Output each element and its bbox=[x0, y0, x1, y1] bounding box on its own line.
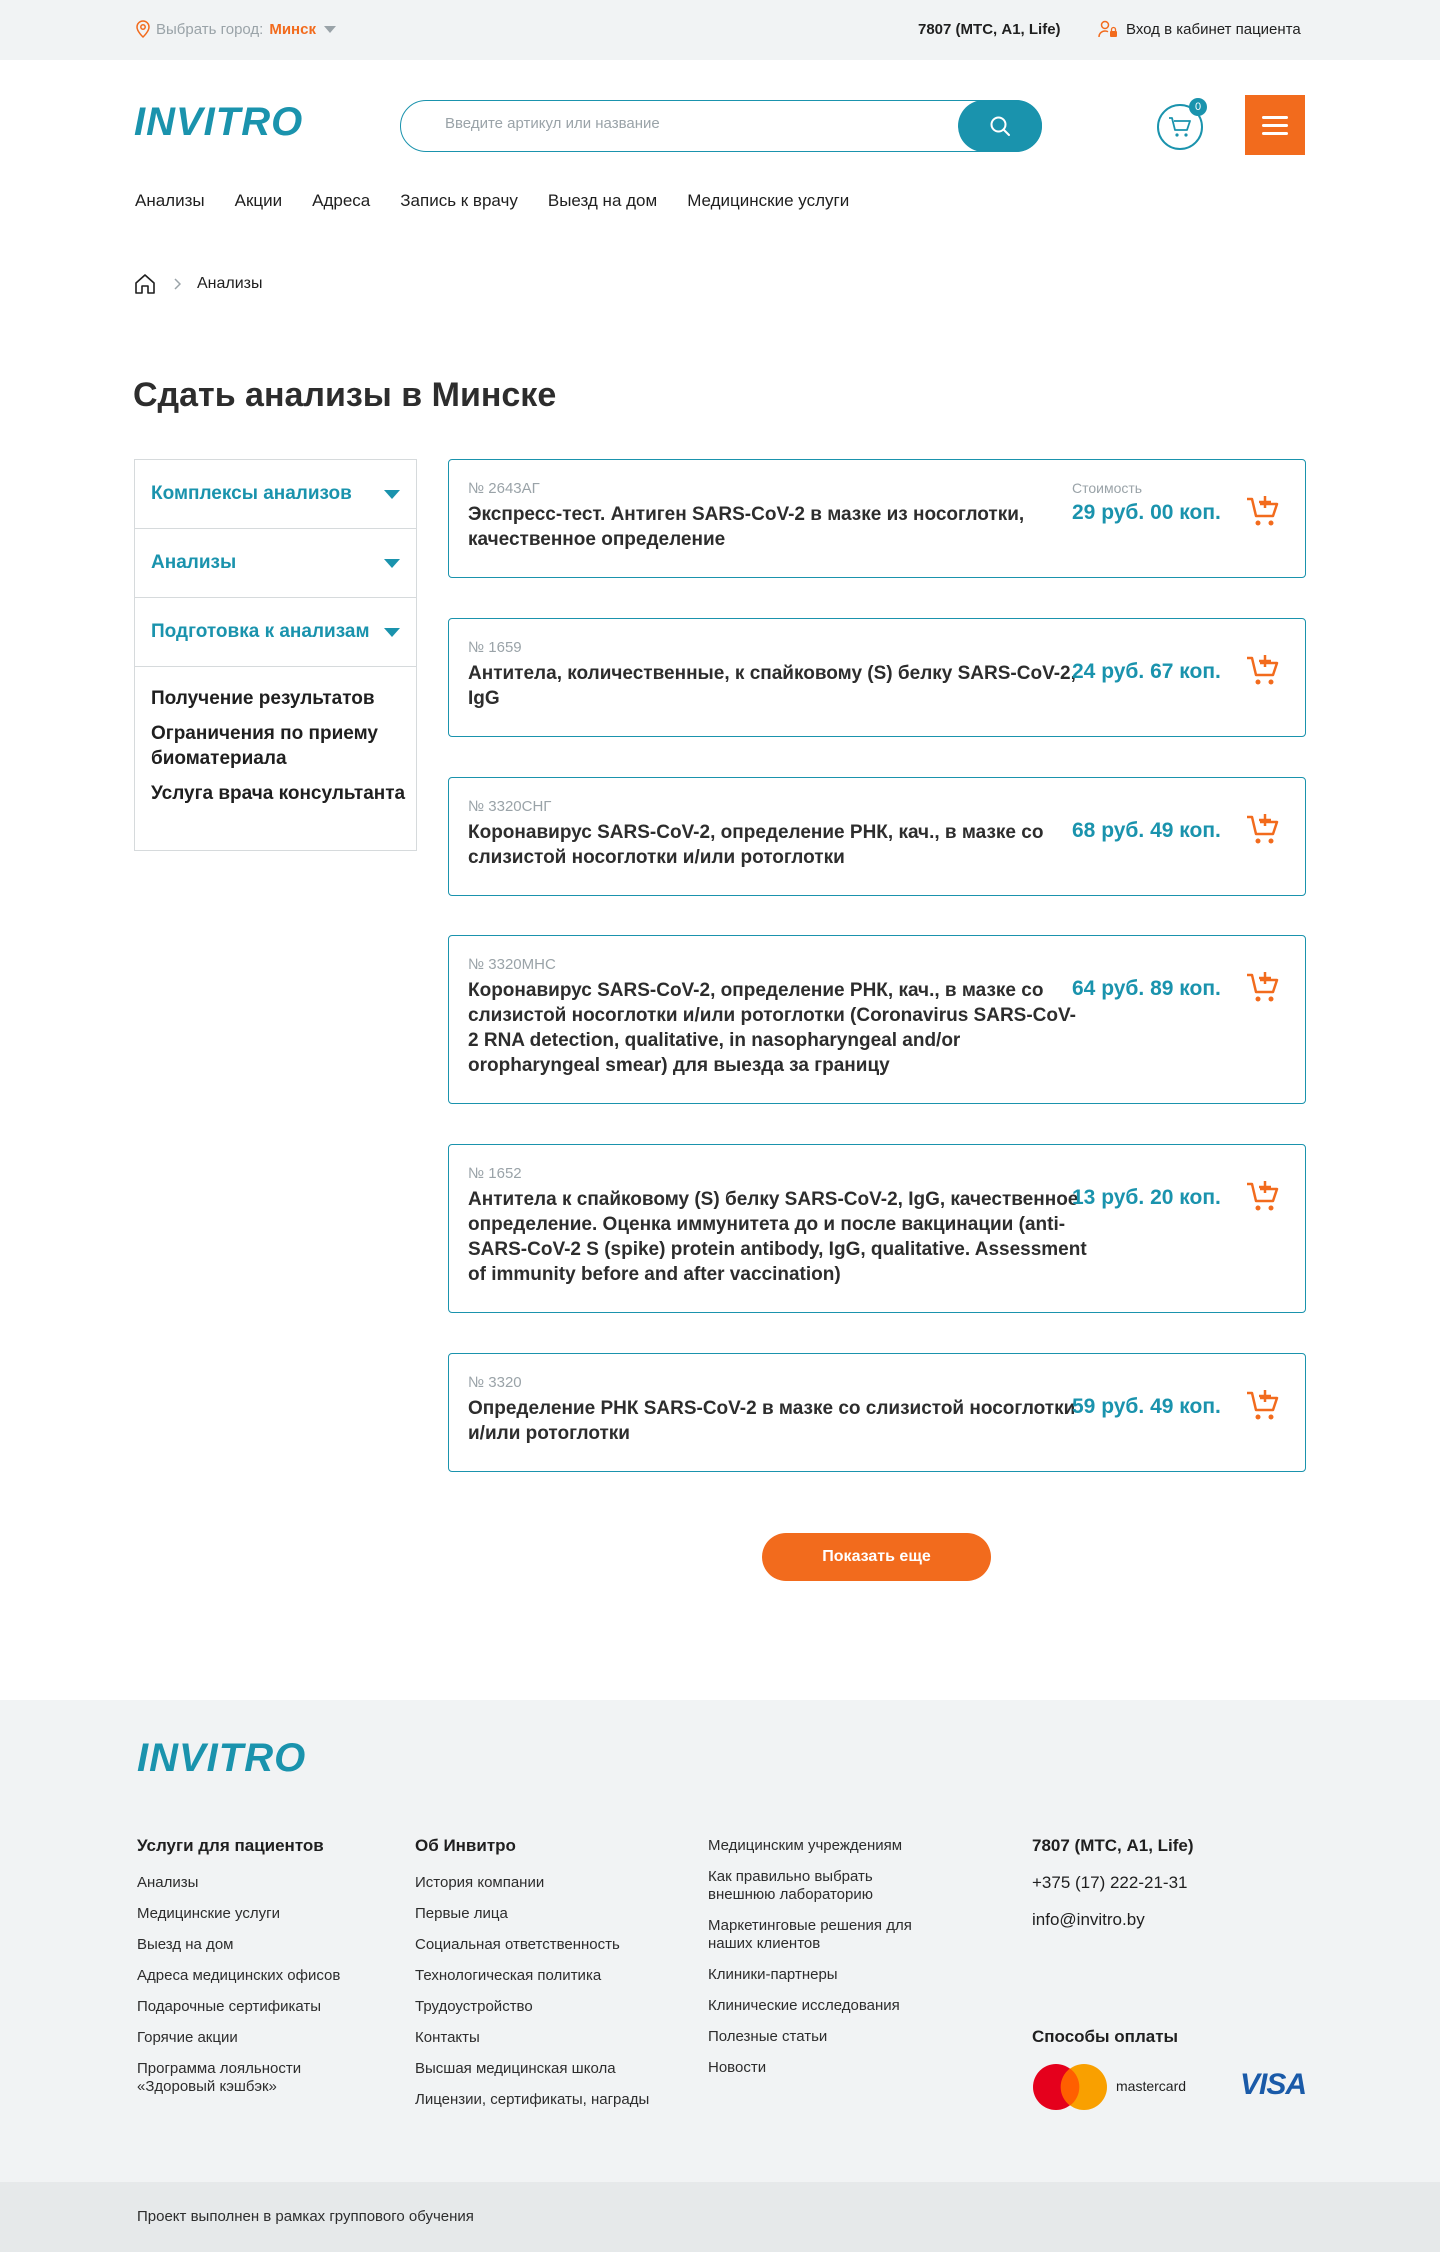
breadcrumb bbox=[133, 272, 263, 296]
search-input[interactable] bbox=[445, 115, 945, 132]
breadcrumb-current: Анализы bbox=[197, 275, 263, 292]
menu-button[interactable] bbox=[1245, 95, 1305, 155]
footer-link[interactable]: Медицинские услуги bbox=[137, 1905, 280, 1922]
footer-link[interactable]: Контакты bbox=[415, 2029, 480, 2046]
footer-link[interactable]: Лицензии, сертификаты, награды bbox=[415, 2091, 650, 2108]
product-code: № 2643АГ bbox=[468, 480, 540, 497]
nav-item-home-visit[interactable]: Выезд на дом bbox=[547, 191, 658, 210]
nav-item-addresses[interactable]: Адреса bbox=[312, 191, 371, 210]
product-code: № 3320 bbox=[468, 1374, 522, 1391]
nav-item-promotions[interactable]: Акции bbox=[234, 191, 283, 210]
footer-link[interactable]: Выезд на дом bbox=[137, 1936, 234, 1953]
footer-column-heading: Об Инвитро bbox=[415, 1836, 516, 1855]
cart-button[interactable] bbox=[1157, 101, 1203, 150]
cost-label: Стоимость bbox=[1072, 480, 1143, 496]
product-price: 24 руб. 67 коп. bbox=[1072, 660, 1221, 683]
product-title[interactable]: Антитела к спайковому (S) белку SARS-CoV-2, IgG, качественное определение. Оценка иммунитета до и после вакцинации (anti-SARS-CoV-2 S (spike) protein antibody, IgG, qualitative. Assessment of immunity before and after vaccination) bbox=[468, 1189, 1087, 1285]
sidebar-item-preparation[interactable] bbox=[135, 598, 416, 667]
cart-icon bbox=[1168, 116, 1192, 138]
location-pin-icon bbox=[136, 20, 150, 38]
patient-cabinet-link[interactable] bbox=[1098, 20, 1301, 38]
footer-link[interactable]: Маркетинговые решения для наших клиентов bbox=[708, 1917, 912, 1952]
product-title[interactable]: Коронавирус SARS-CoV-2, определение РНК, кач., в мазке со слизистой носоглотки и/или ротоглотки (Coronavirus SARS-CoV-2 RNA detection, qualitative, in nasopharyngeal and/or oropharyngeal smear) для выезда за границу bbox=[468, 980, 1076, 1076]
footer-link[interactable]: Медицинским учреждениям bbox=[708, 1837, 903, 1854]
footer-link[interactable]: Высшая медицинская школа bbox=[415, 2060, 616, 2077]
add-to-cart-icon[interactable] bbox=[1244, 1387, 1280, 1423]
product-price: 59 руб. 49 коп. bbox=[1072, 1395, 1221, 1418]
footer-link[interactable]: Как правильно выбрать внешнюю лабораторию bbox=[708, 1868, 873, 1903]
page-title: Сдать анализы в Минске bbox=[133, 376, 557, 414]
product-title[interactable]: Экспресс-тест. Антиген SARS-CoV-2 в мазке из носоглотки, качественное определение bbox=[468, 504, 1025, 550]
footer-link[interactable]: Технологическая политика bbox=[415, 1967, 602, 1984]
footer-link[interactable]: Программа лояльности «Здоровый кэшбэк» bbox=[137, 2060, 302, 2095]
city-selector[interactable] bbox=[136, 20, 336, 38]
footer-link[interactable]: Новости bbox=[708, 2059, 767, 2076]
footer-phone-short[interactable]: 7807 (МТС, А1, Life) bbox=[1032, 1836, 1194, 1855]
logo[interactable]: INVITRO bbox=[134, 100, 304, 144]
product-card[interactable] bbox=[448, 1144, 1306, 1313]
product-card[interactable] bbox=[448, 1353, 1306, 1472]
search-box bbox=[400, 100, 1042, 152]
hamburger-icon bbox=[1262, 116, 1288, 119]
footer-column-heading: Услуги для пациентов bbox=[137, 1836, 324, 1855]
footer-link[interactable]: Трудоустройство bbox=[415, 1998, 533, 2015]
chevron-down-icon bbox=[384, 490, 400, 499]
chevron-down-icon bbox=[384, 628, 400, 637]
product-card[interactable] bbox=[448, 459, 1306, 578]
footer-link[interactable]: Первые лица bbox=[415, 1905, 508, 1922]
sidebar-link-results[interactable]: Получение результатов bbox=[151, 688, 375, 709]
footer-bottom-text: Проект выполнен в рамках группового обучения bbox=[137, 2208, 474, 2225]
product-price: 13 руб. 20 коп. bbox=[1072, 1186, 1221, 1209]
footer-link[interactable]: История компании bbox=[415, 1874, 545, 1891]
search-icon bbox=[988, 114, 1012, 138]
product-code: № 3320СНГ bbox=[468, 798, 552, 815]
sidebar-item-analyses[interactable] bbox=[135, 529, 416, 598]
product-price: 68 руб. 49 коп. bbox=[1072, 819, 1221, 842]
footer-link[interactable]: Клиники-партнеры bbox=[708, 1966, 838, 1983]
add-to-cart-icon[interactable] bbox=[1244, 493, 1280, 529]
product-title[interactable]: Антитела, количественные, к спайковому (S) белку SARS-CoV-2, IgG bbox=[468, 663, 1076, 709]
sidebar-item-label: Подготовка к анализам bbox=[151, 621, 370, 642]
nav-item-medical-services[interactable]: Медицинские услуги bbox=[687, 191, 850, 210]
visa-logo: VISA bbox=[1240, 2068, 1307, 2101]
product-title[interactable]: Коронавирус SARS-CoV-2, определение РНК, кач., в мазке со слизистой носоглотки и/или ротоглотки bbox=[468, 822, 1044, 868]
footer-column-partners bbox=[708, 1837, 928, 2090]
nav-item-doctor-appointment[interactable]: Запись к врачу bbox=[400, 191, 518, 210]
mastercard-logo-icon bbox=[1032, 2063, 1108, 2111]
sidebar-link-restrictions[interactable]: Ограничения по приему биоматериала bbox=[151, 723, 378, 769]
add-to-cart-icon[interactable] bbox=[1244, 811, 1280, 847]
chevron-down-icon bbox=[384, 559, 400, 568]
footer-contacts bbox=[1032, 1836, 1292, 1947]
footer-column-patients bbox=[137, 1836, 377, 2109]
add-to-cart-icon[interactable] bbox=[1244, 652, 1280, 688]
payment-methods-heading: Способы оплаты bbox=[1032, 2027, 1179, 2046]
product-code: № 1652 bbox=[468, 1165, 522, 1182]
footer-link[interactable]: Горячие акции bbox=[137, 2029, 238, 2046]
user-lock-icon bbox=[1098, 20, 1118, 38]
product-card[interactable] bbox=[448, 777, 1306, 896]
sidebar-item-label: Комплексы анализов bbox=[151, 483, 352, 504]
footer-logo[interactable]: INVITRO bbox=[137, 1736, 307, 1780]
sidebar bbox=[134, 459, 417, 851]
sidebar-item-label: Анализы bbox=[151, 552, 237, 573]
footer-column-about bbox=[415, 1836, 675, 2122]
top-phone[interactable]: 7807 (МТС, А1, Life) bbox=[918, 21, 1061, 38]
product-card[interactable] bbox=[448, 618, 1306, 737]
sidebar-item-complexes[interactable] bbox=[135, 460, 416, 529]
chevron-right-icon bbox=[173, 278, 181, 290]
nav-item-analyses[interactable]: Анализы bbox=[135, 191, 205, 210]
city-value[interactable]: Минск bbox=[269, 20, 316, 38]
show-more-button[interactable]: Показать еще bbox=[762, 1533, 991, 1581]
chevron-down-icon[interactable] bbox=[324, 26, 336, 33]
main-nav bbox=[135, 191, 849, 211]
product-code: № 1659 bbox=[468, 639, 522, 656]
search-button[interactable] bbox=[958, 100, 1042, 152]
cart-count-badge: 0 bbox=[1189, 98, 1207, 116]
sidebar-link-consultant[interactable]: Услуга врача консультанта bbox=[151, 783, 406, 804]
product-card[interactable] bbox=[448, 935, 1306, 1104]
footer-link[interactable]: Полезные статьи bbox=[708, 2028, 828, 2045]
footer-link[interactable]: Анализы bbox=[137, 1874, 199, 1891]
footer-link[interactable]: Адреса медицинских офисов bbox=[137, 1967, 341, 1984]
product-code: № 3320МНС bbox=[468, 956, 556, 973]
footer-link[interactable]: Клинические исследования bbox=[708, 1997, 900, 2014]
product-price: 64 руб. 89 коп. bbox=[1072, 977, 1221, 1000]
add-to-cart-icon[interactable] bbox=[1244, 1178, 1280, 1214]
patient-cabinet-label: Вход в кабинет пациента bbox=[1126, 20, 1301, 38]
product-price: 29 руб. 00 коп. bbox=[1072, 501, 1221, 524]
footer-link[interactable]: Подарочные сертификаты bbox=[137, 1998, 322, 2015]
home-icon[interactable] bbox=[133, 272, 157, 296]
city-label: Выбрать город: bbox=[156, 20, 264, 38]
mastercard-label: mastercard bbox=[1116, 2078, 1187, 2094]
product-title[interactable]: Определение РНК SARS-CoV-2 в мазке со слизистой носоглотки и/или ротоглотки bbox=[468, 1398, 1076, 1444]
footer-phone[interactable]: +375 (17) 222-21-31 bbox=[1032, 1873, 1188, 1892]
add-to-cart-icon[interactable] bbox=[1244, 969, 1280, 1005]
footer-bottom-bar bbox=[0, 2182, 1440, 2252]
footer-email[interactable]: info@invitro.by bbox=[1032, 1910, 1145, 1929]
footer-link[interactable]: Социальная ответственность bbox=[415, 1936, 620, 1953]
